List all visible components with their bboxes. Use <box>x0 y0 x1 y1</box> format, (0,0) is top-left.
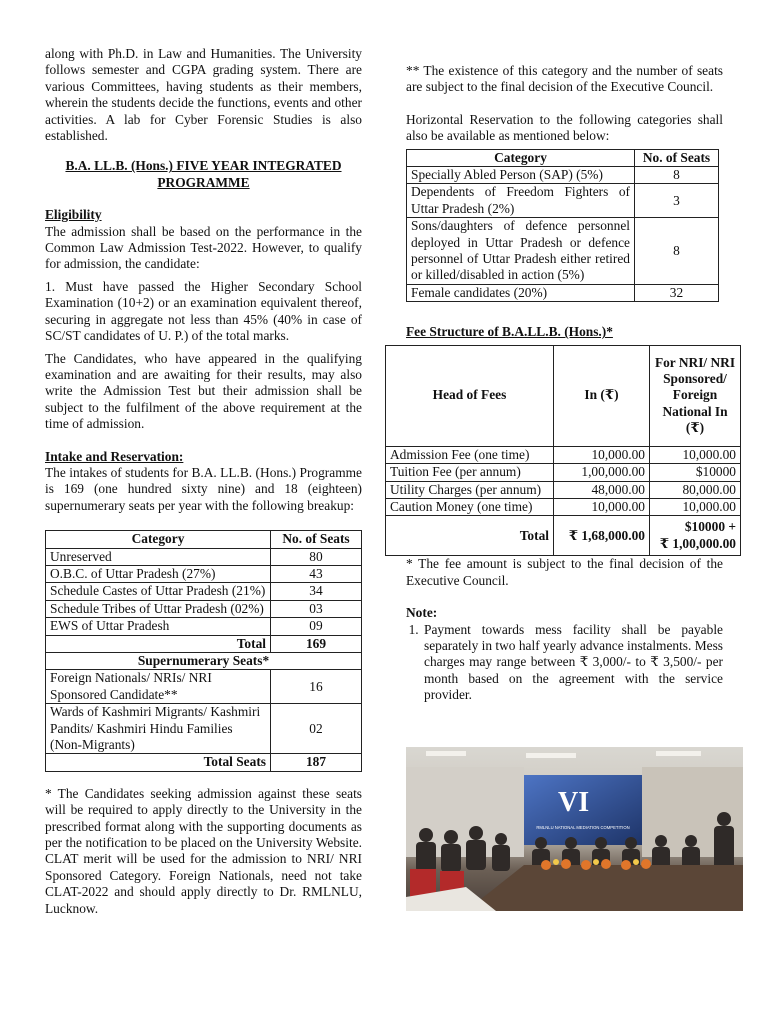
table-row <box>46 600 362 617</box>
intake-heading: Intake and Reservation: <box>45 448 184 464</box>
fee-col-nri: For NRI/ NRI Sponsored/ Foreign National In (₹) <box>650 345 741 446</box>
fee-total-nri-line1: $10000 + <box>684 519 736 535</box>
table-row <box>386 446 741 463</box>
fee-total-label: Total <box>386 516 554 556</box>
eligibility-point: 1. Must have passed the Higher Secondary School Examination (10+2) or an examination equivalent thereof, securing in aggregate not less than 45% (40% in case of SC/ST candidates of U. P.) of the total marks. <box>45 278 362 344</box>
table-row <box>407 184 719 218</box>
table-row <box>46 548 362 565</box>
fee-inr: 1,00,000.00 <box>554 464 650 481</box>
fee-inr: 48,000.00 <box>554 481 650 498</box>
hr-count: 3 <box>635 184 719 218</box>
fee-col-inr: In (₹) <box>554 345 650 446</box>
table-row <box>386 481 741 498</box>
fee-nri: $10000 <box>650 464 741 481</box>
supernumerary-footnote: * The Candidates seeking admission against these seats will be required to apply directly to the University in the prescribed format along with the supporting documents as per the notification to be placed on the University Website. CLAT merit will be used for the admission to NRI/ NRI Sponsored Category. Foreign Nationals, need not take CLAT-2022 and should apply directly to Dr. RMLNLU, Lucknow. <box>45 785 362 916</box>
table-row-supernumerary <box>46 653 362 670</box>
seat-category: Foreign Nationals/ NRIs/ NRI Sponsored Candidate** <box>46 670 271 704</box>
seat-category: Schedule Castes of Uttar Pradesh (21%) <box>46 583 271 600</box>
seat-count: 34 <box>271 583 362 600</box>
fee-head: Caution Money (one time) <box>386 498 554 515</box>
seat-category: Schedule Tribes of Uttar Pradesh (02%) <box>46 600 271 617</box>
fee-total-nri-line2: ₹ 1,00,000.00 <box>659 535 736 551</box>
grand-total-label: Total Seats <box>46 754 271 771</box>
table-row <box>407 218 719 285</box>
seat-count: 16 <box>271 670 362 704</box>
table-row <box>407 284 719 301</box>
hr-col-category: Category <box>407 149 635 166</box>
double-star-note: ** The existence of this category and the number of seats are subject to the final decision of the Executive Council. <box>406 63 723 95</box>
eligibility-heading: Eligibility <box>45 207 102 223</box>
hr-count: 32 <box>635 284 719 301</box>
seat-count: 02 <box>271 704 362 754</box>
seats-table <box>45 530 362 772</box>
appeared-text: The Candidates, who have appeared in the qualifying examination and are awaiting for their results, may also write the Admission Test but their admission shall be subject to the fulfilment of the above requirement at the time of admission. <box>45 350 362 432</box>
seat-category: Wards of Kashmiri Migrants/ Kashmiri Pandits/ Kashmiri Hindu Families (Non-Migrants) <box>46 704 271 754</box>
note-item: 1. Payment towards mess facility shall be payable separately in two half yearly advance instalments. Mess charges may range between ₹ 3,000/- to ₹ 3,500/- per month based on the agreement with the service provider. <box>422 622 723 704</box>
left-column <box>45 46 362 917</box>
total-label: Total <box>46 635 271 652</box>
table-row-grand-total <box>46 754 362 771</box>
fee-head: Tuition Fee (per annum) <box>386 464 554 481</box>
table-row <box>46 565 362 582</box>
hr-category: Dependents of Freedom Fighters of Uttar Pradesh (2%) <box>407 184 635 218</box>
banner-subtext: RMLNLU NATIONAL MEDIATION COMPETITION <box>536 825 630 830</box>
fee-footnote: * The fee amount is subject to the final decision of the Executive Council. <box>406 556 723 588</box>
fee-total-nri <box>650 516 741 556</box>
note-list <box>400 622 723 704</box>
hr-count: 8 <box>635 167 719 184</box>
seats-col-category: Category <box>46 531 271 548</box>
table-row <box>386 464 741 481</box>
intro-paragraph: along with Ph.D. in Law and Humanities. The University follows semester and CGPA grading system. There are various Committees, having students as their members, wherein the students decide the functions, events and other activities. A lab for Cyber Forensic Studies is also established. <box>45 46 362 144</box>
fee-head: Admission Fee (one time) <box>386 446 554 463</box>
total-value: 169 <box>271 635 362 652</box>
table-row-total <box>386 516 741 556</box>
seat-count: 80 <box>271 548 362 565</box>
table-row-total <box>46 635 362 652</box>
fee-col-head: Head of Fees <box>386 345 554 446</box>
seats-col-number: No. of Seats <box>271 531 362 548</box>
fee-nri: 80,000.00 <box>650 481 741 498</box>
hr-category: Sons/daughters of defence personnel deployed in Uttar Pradesh or defence personnel of Uttar Pradesh either retired or killed/disabled in action (5%) <box>407 218 635 285</box>
fee-heading: Fee Structure of B.A.LL.B. (Hons.)* <box>406 324 613 340</box>
horizontal-reservation-table <box>406 149 719 303</box>
event-photo <box>406 747 743 911</box>
fee-nri: 10,000.00 <box>650 498 741 515</box>
fee-head: Utility Charges (per annum) <box>386 481 554 498</box>
fee-inr: 10,000.00 <box>554 446 650 463</box>
fee-inr: 10,000.00 <box>554 498 650 515</box>
table-row <box>46 704 362 754</box>
table-row <box>46 583 362 600</box>
seat-count: 09 <box>271 618 362 635</box>
table-row <box>46 618 362 635</box>
hr-count: 8 <box>635 218 719 285</box>
fee-nri: 10,000.00 <box>650 446 741 463</box>
table-row <box>407 167 719 184</box>
supernumerary-label: Supernumerary Seats* <box>46 653 362 670</box>
hr-category: Specially Abled Person (SAP) (5%) <box>407 167 635 184</box>
programme-title: B.A. LL.B. (Hons.) FIVE YEAR INTEGRATED PROGRAMME <box>65 158 342 190</box>
right-column <box>390 63 736 704</box>
fee-table <box>385 345 741 557</box>
fee-total-inr: ₹ 1,68,000.00 <box>554 516 650 556</box>
event-photo-illustration <box>406 747 743 911</box>
table-row <box>46 670 362 704</box>
seat-count: 43 <box>271 565 362 582</box>
grand-total-value: 187 <box>271 754 362 771</box>
eligibility-text: The admission shall be based on the performance in the Common Law Admission Test-2022. However, to qualify for admission, the candidate: <box>45 223 362 272</box>
note-heading: Note: <box>406 605 438 621</box>
horizontal-reservation-text: Horizontal Reservation to the following categories shall also be available as mentioned below: <box>406 111 723 144</box>
seat-category: O.B.C. of Uttar Pradesh (27%) <box>46 565 271 582</box>
seat-category: EWS of Uttar Pradesh <box>46 618 271 635</box>
table-row <box>386 498 741 515</box>
hr-col-number: No. of Seats <box>635 149 719 166</box>
intake-text: The intakes of students for B.A. LL.B. (Hons.) Programme is 169 (one hundred sixty nine) and 18 (eighteen) supernumerary seats per year with the following breakup: <box>45 464 362 513</box>
seat-count: 03 <box>271 600 362 617</box>
seat-category: Unreserved <box>46 548 271 565</box>
hr-category: Female candidates (20%) <box>407 284 635 301</box>
banner-numeral: VI <box>558 787 590 818</box>
